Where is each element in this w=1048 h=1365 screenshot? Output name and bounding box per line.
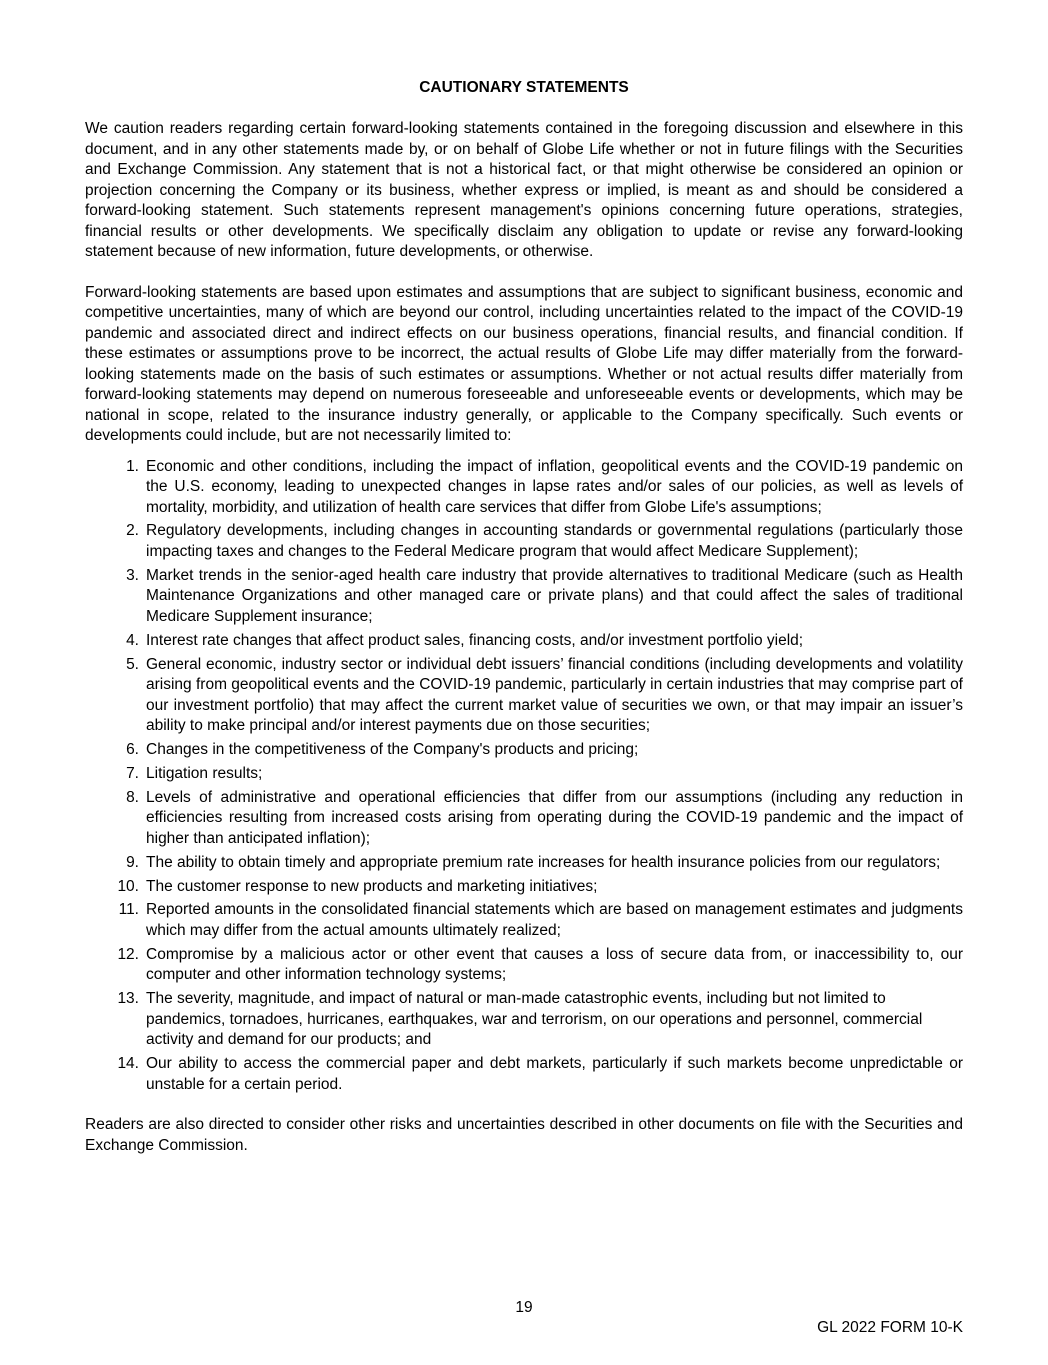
list-item <box>85 655 963 737</box>
list-item <box>85 900 963 941</box>
list-item-number: 12. <box>117 945 139 963</box>
list-item-text: The customer response to new products and marketing initiatives; <box>146 877 598 895</box>
list-item <box>85 631 963 652</box>
list-item <box>85 945 963 986</box>
document-page <box>85 78 963 1176</box>
list-item-text: Our ability to access the commercial paper and debt markets, particularly if such markets become unpredictable or unstable for a certain period. <box>146 1055 963 1093</box>
paragraph-closing: Readers are also directed to consider other risks and uncertainties described in other documents on file with the Securities and Exchange Commission. <box>85 1116 963 1154</box>
list-item-number: 7. <box>126 764 139 782</box>
list-item-text: Litigation results; <box>146 764 263 782</box>
list-item-number: 11. <box>118 901 139 919</box>
list-item <box>85 764 963 785</box>
list-item-text: Market trends in the senior-aged health care industry that provide alternatives to traditional Medicare (such as Health Maintenance Organizations and other managed care or private plans) and that could affect the sales of traditional Medicare Supplement insurance; <box>146 566 963 625</box>
list-item-text: Levels of administrative and operational efficiencies that differ from our assumptions (including any reduction in efficiencies resulting from increased costs arising from operating during the COVID-19 pandemic and the impact of higher than anticipated inflation); <box>146 788 963 847</box>
list-item-text: The severity, magnitude, and impact of natural or man-made catastrophic events, including but not limited to pandemics, tornadoes, hurricanes, earthquakes, war and terrorism, on our operations and personnel, commercial activity and demand for our products; and <box>146 990 923 1049</box>
list-item-text: Reported amounts in the consolidated financial statements which are based on management estimates and judgments which may differ from the actual amounts ultimately realized; <box>146 901 963 939</box>
list-item-number: 2. <box>126 522 139 540</box>
list-item-text: Compromise by a malicious actor or other event that causes a loss of secure data from, or inaccessibility to, our computer and other information technology systems; <box>146 945 963 984</box>
list-item-number: 9. <box>126 853 139 871</box>
list-item <box>85 989 963 1051</box>
list-item-text: General economic, industry sector or individual debt issuers’ financial conditions (including developments and volatility arising from geopolitical events and the COVID-19 pandemic, particularly in certain industries that may comprise part of our investment portfolio) that may affect the current market value of securities we own, or that may impair an issuer’s ability to make principal and/or interest payments due on those securities; <box>146 655 963 735</box>
paragraph-forward-looking: Forward-looking statements are based upon estimates and assumptions that are subject to significant business, economic and competitive uncertainties, many of which are beyond our control, including uncertainties related to the impact of the COVID-19 pandemic and associated direct and indirect effects on our business operations, financial results, and financial condition. If these estimates or assumptions prove to be incorrect, the actual results of Globe Life may differ materially from the forward-looking statements made on the basis of such estimates or assumptions. Whether or not actual results differ materially from forward-looking statements may depend on numerous foreseeable and unforeseeable events or developments, which may be national in scope, related to the insurance industry generally, or applicable to the Company specifically. Such events or developments could include, but are not necessarily limited to: <box>85 283 963 444</box>
page-number: 19 <box>515 1299 533 1316</box>
list-item <box>85 853 963 874</box>
list-item-text: Regulatory developments, including changes in accounting standards or governmental regulations (particularly those impacting taxes and changes to the Federal Medicare program that would affect Medicare Supplement); <box>146 522 963 560</box>
list-item-text: Changes in the competitiveness of the Company's products and pricing; <box>146 740 639 758</box>
list-item-number: 13. <box>117 990 139 1008</box>
list-item-number: 1. <box>126 457 139 475</box>
list-item <box>85 457 963 519</box>
list-item <box>85 877 963 898</box>
list-item-number: 4. <box>126 631 139 649</box>
risk-factor-list <box>85 457 963 1096</box>
list-item <box>85 566 963 628</box>
list-item-text: The ability to obtain timely and appropriate premium rate increases for health insurance policies from our regulators; <box>146 853 941 871</box>
document-footer: GL 2022 FORM 10-K <box>817 1319 963 1336</box>
list-item <box>85 740 963 761</box>
list-item <box>85 1054 963 1095</box>
list-item-text: Economic and other conditions, including the impact of inflation, geopolitical events and the COVID-19 pandemic on the U.S. economy, leading to unexpected changes in lapse rates and/or sales of our policies, as well as levels of mortality, morbidity, and utilization of health care services that differ from Globe Life's assumptions; <box>146 457 963 516</box>
list-item-number: 6. <box>126 740 139 758</box>
list-item <box>85 788 963 850</box>
list-item-text: Interest rate changes that affect product sales, financing costs, and/or investment portfolio yield; <box>146 631 804 649</box>
list-item-number: 8. <box>126 788 139 806</box>
list-item <box>85 521 963 562</box>
list-item-number: 5. <box>126 655 139 673</box>
list-item-number: 10. <box>117 877 139 895</box>
section-heading: CAUTIONARY STATEMENTS <box>419 79 629 96</box>
list-item-number: 14. <box>117 1055 139 1073</box>
paragraph-caution: We caution readers regarding certain forward-looking statements contained in the foregoing discussion and elsewhere in this document, and in any other statements made by, or on behalf of Globe Life whether or not in future filings with the Securities and Exchange Commission. Any statement that is not a historical fact, or that might otherwise be considered an opinion or projection concerning the Company or its business, whether express or implied, is meant as and should be considered a forward-looking statement. Such statements represent management's opinions concerning future operations, strategies, financial results or other developments. We specifically disclaim any obligation to update or revise any forward-looking statement because of new information, future developments, or otherwise. <box>85 120 963 260</box>
list-item-number: 3. <box>126 566 139 584</box>
